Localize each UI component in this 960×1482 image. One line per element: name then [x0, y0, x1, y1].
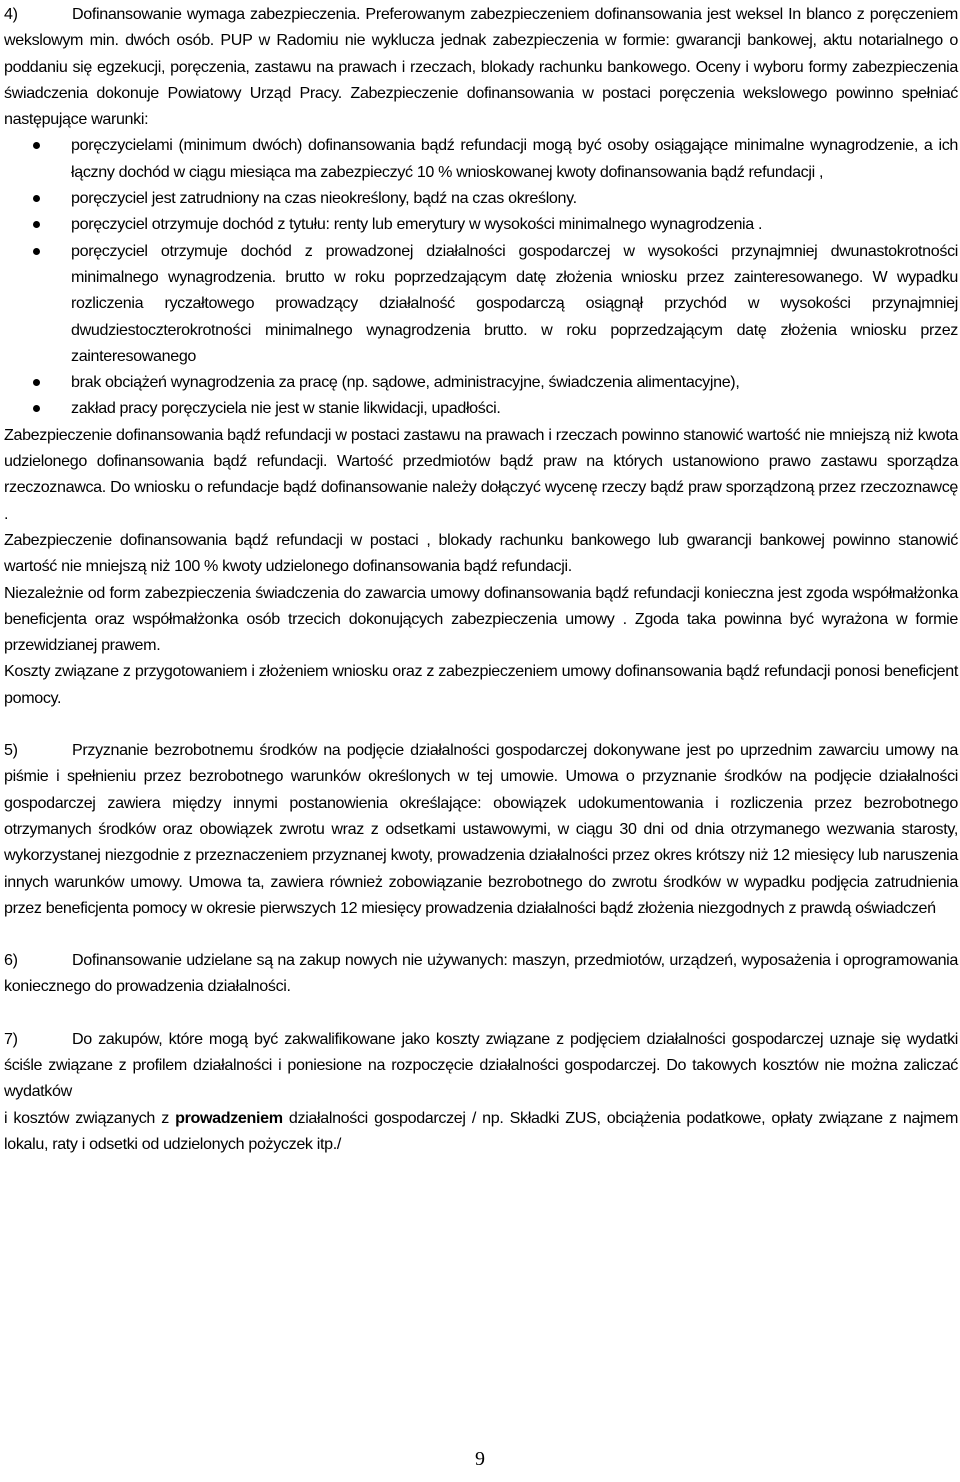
bullet-icon: [33, 221, 40, 228]
list-item: brak obciążeń wynagrodzenia za pracę (np. sądowe, administracyjne, świadczenia alimentacyjne),: [4, 369, 958, 395]
section-4-text: Dofinansowanie wymaga zabezpieczenia. Preferowanym zabezpieczeniem dofinansowania jest weksel In blanco z poręczeniem wekslowym min. dwóch osób. PUP w Radomiu nie wyklucza jednak zabezpieczenia w formie: gwarancji bankowej, aktu notarialnego o poddaniu się egzekucji, poręczenia, zastawu na prawach i rzeczach, blokady rachunku bankowego. Oceny i wyboru formy zabezpieczenia świadczenia dokonuje Powiatowy Urząd Pracy. Zabezpieczenie dofinansowania w postaci poręczenia wekslowego powinno spełniać następujące warunki:: [4, 5, 958, 129]
bullet-icon: [33, 142, 40, 149]
bullet-icon: [33, 405, 40, 412]
section-5: [4, 737, 958, 921]
emphasized-word: prowadzeniem: [175, 1108, 283, 1127]
section-6-text: Dofinansowanie udzielane są na zakup nowych nie używanych: maszyn, przedmiotów, urządzeń, wyposażenia i oprogramowania koniecznego do prowadzenia działalności.: [4, 951, 958, 996]
section-7-number: 7): [4, 1029, 18, 1048]
bullet-icon: [33, 195, 40, 202]
bullet-icon: [33, 248, 40, 255]
section-5-text: Przyznanie bezrobotnemu środków na podjęcie działalności gospodarczej dokonywane jest po uprzednim zawarciu umowy na piśmie i spełnieniu przez bezrobotnego warunków określonych w tej umowie. Umowa o przyznanie środków na podjęcie działalności gospodarczej zawiera między innymi postanowienia określające: obowiązek udokumentowania i rozliczenia przez bezrobotnego otrzymanych środków oraz obowiązek zwrotu wraz z odsetkami ustawowymi, w ciągu 30 dni od dnia otrzymanego wezwania starosty, wykorzystanej niezgodnie z przeznaczeniem przyznanej kwoty, prowadzenia działalności przez okres krótszy niż 12 miesięcy lub naruszenia innych warunków umowy. Umowa ta, zawiera również zobowiązanie bezrobotnego do zwrotu środków w wypadku podjęcia zatrudnienia przez beneficjenta pomocy w okresie pierwszych 12 miesięcy prowadzenia działalności bądź złożenia niezgodnych z prawdą oświadczeń: [4, 741, 958, 917]
spacer: [4, 711, 958, 737]
section-6: [4, 947, 958, 1000]
section-7-text: Do zakupów, które mogą być zakwalifikowane jako koszty związane z podjęciem działalności gospodarczej uznaje się wydatki ściśle związane z profilem działalności i poniesione na rozpoczęcie działalności gospodarczej. Do takowych kosztów nie można zaliczać wydatków: [4, 1029, 958, 1101]
bullet-icon: [33, 379, 40, 386]
section-4-intro: [4, 1, 958, 132]
section-7: [4, 1026, 958, 1105]
pledge-paragraph: Zabezpieczenie dofinansowania bądź refundacji w postaci zastawu na prawach i rzeczach powinno stanowić wartość nie mniejszą niż kwota udzielonego dofinansowania bądź refundacji. Wartość przedmiotów bądź praw na których ustanowiono prawo zastawu sporządza rzeczoznawca. Do wniosku o refundacje bądź dofinansowanie należy dołączyć wycenę rzeczy bądź praw sporządzoną przez rzeczoznawcę .: [4, 425, 958, 523]
document-body: [4, 1, 958, 1157]
spacer: [4, 921, 958, 947]
section-7-continued: i kosztów związanych z prowadzeniem działalności gospodarczej / np. Składki ZUS, obciążenia podatkowe, opłaty związane z najmem lokalu, raty i odsetki od udzielonych pożyczek itp./: [4, 1108, 958, 1153]
section-5-number: 5): [4, 741, 18, 760]
list-item: poręczyciel otrzymuje dochód z tytułu: renty lub emerytury w wysokości minimalnego wynagrodzenia .: [4, 211, 958, 237]
section-6-number: 6): [4, 951, 18, 970]
guarantor-conditions-list: [4, 132, 958, 421]
page-number: 9: [475, 1448, 485, 1470]
spouse-consent-paragraph: Niezależnie od form zabezpieczenia świadczenia do zawarcia umowy dofinansowania bądź refundacji konieczna jest zgoda współmałżonka beneficjenta oraz współmałżonka osób trzecich dokonujących zabezpieczenia umowy . Zgoda taka powinna być wyrażona w formie przewidzianej prawem.: [4, 583, 958, 655]
bank-guarantee-paragraph: Zabezpieczenie dofinansowania bądź refundacji w postaci , blokady rachunku bankowego lub gwarancji bankowej powinno stanowić wartość nie mniejszą niż 100 % kwoty udzielonego dofinansowania bądź refundacji.: [4, 530, 958, 576]
list-item: poręczyciel jest zatrudniony na czas nieokreślony, bądź na czas określony.: [4, 185, 958, 211]
list-item: zakład pracy poręczyciela nie jest w stanie likwidacji, upadłości.: [4, 395, 958, 421]
list-item: poręczycielami (minimum dwóch) dofinansowania bądź refundacji mogą być osoby osiągające minimalne wynagrodzenie, a ich łączny dochód w ciągu miesiąca ma zabezpieczyć 10 % wnioskowanej kwoty dofinansowania bądź refundacji ,: [4, 132, 958, 185]
spacer: [4, 1000, 958, 1026]
costs-paragraph: Koszty związane z przygotowaniem i złożeniem wniosku oraz z zabezpieczeniem umowy dofinansowania bądź refundacji ponosi beneficjent pomocy.: [4, 662, 958, 707]
list-item: poręczyciel otrzymuje dochód z prowadzonej działalności gospodarczej w wysokości przynajmniej dwunastokrotności minimalnego wynagrodzenia. brutto w roku poprzedzającym datę złożenia wniosku przez zainteresowanego. W wypadku rozliczenia ryczałtowego prowadzący działalność gospodarczą osiągnął przychód w wysokości przynajmniej dwudziestoczterokrotności minimalnego wynagrodzenia brutto. w roku poprzedzającym datę złożenia wniosku przez zainteresowanego: [4, 238, 958, 369]
section-4-number: 4): [4, 5, 18, 23]
